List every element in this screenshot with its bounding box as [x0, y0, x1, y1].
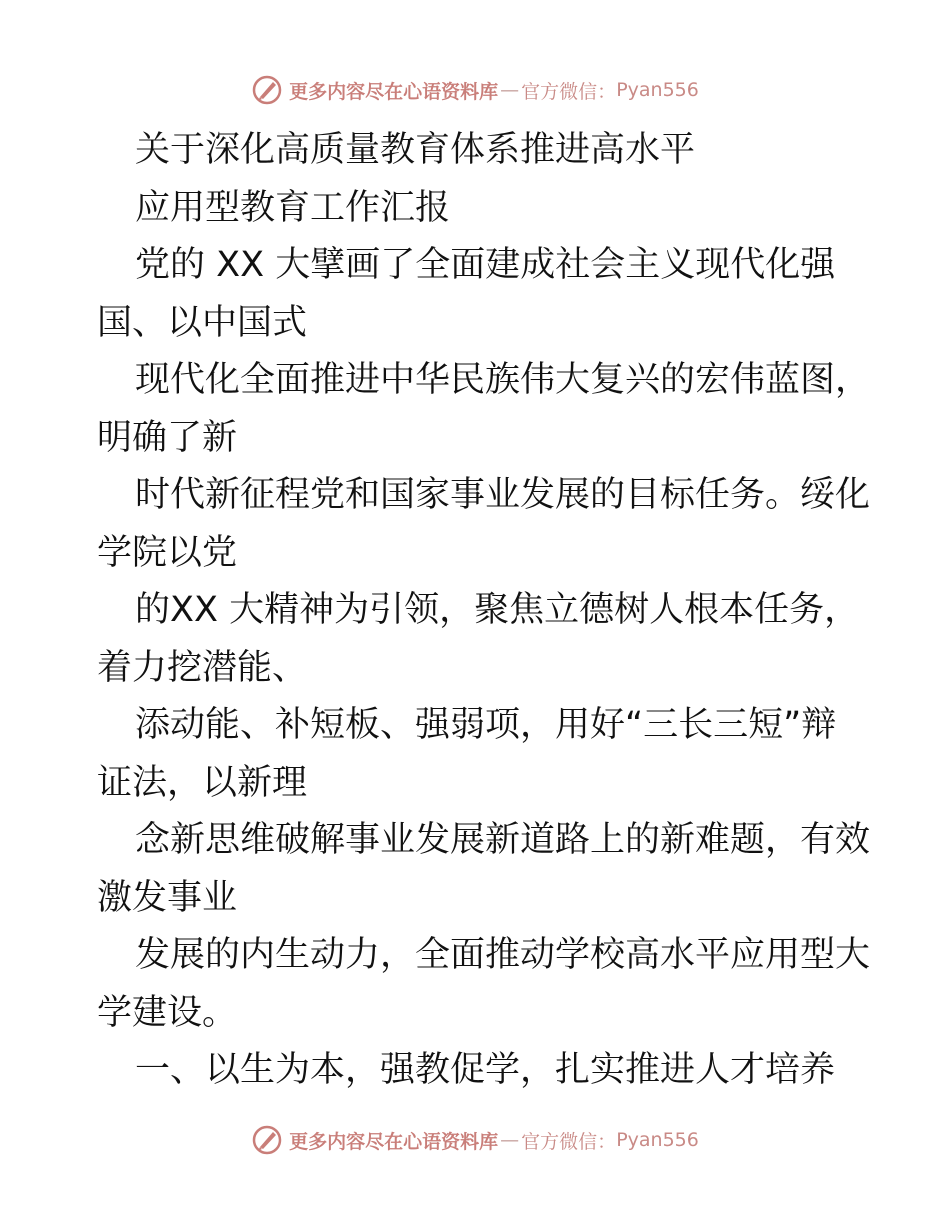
document-line: 关于深化高质量教育体系推进高水平 — [135, 130, 696, 170]
document-line: 激发事业 — [97, 877, 238, 918]
watermark-sub-text: 官方微信： — [521, 1130, 617, 1153]
document-line: 时代新征程党和国家事业发展的目标任务。绥化 — [135, 475, 871, 515]
document-line: 应用型教育工作汇报 — [135, 187, 451, 228]
document-line: 的XX 大精神为引领，聚焦立德树人根本任务， — [135, 590, 860, 630]
document-line: 学建设。 — [97, 992, 238, 1033]
watermark-main-text: 更多内容尽在心语资料库 — [289, 1130, 499, 1153]
watermark-separator: — — [500, 1129, 520, 1151]
watermark-main-text: 更多内容尽在心语资料库 — [289, 80, 499, 103]
document-line: 一、以生为本，强教促学，扎实推进人才培养 — [135, 1050, 836, 1090]
document-line: 明确了新 — [97, 417, 238, 458]
document-line: 现代化全面推进中华民族伟大复兴的宏伟蓝图， — [135, 360, 871, 400]
document-line: 着力挖潜能、 — [97, 647, 308, 688]
document-line: 党的 XX 大擘画了全面建成社会主义现代化强 — [135, 245, 836, 285]
quill-pen-icon — [251, 1124, 283, 1156]
watermark-separator: — — [500, 79, 520, 101]
document-line: 证法，以新理 — [97, 762, 308, 803]
watermark-sub-text: 官方微信： — [521, 80, 617, 103]
document-line: 添动能、补短板、强弱项，用好“三长三短”辩 — [135, 705, 837, 745]
watermark-footer — [0, 1120, 950, 1160]
document-line: 发展的内生动力，全面推动学校高水平应用型大 — [135, 935, 871, 975]
document-line: 学院以党 — [97, 532, 238, 573]
watermark-header — [0, 70, 950, 110]
watermark-wechat-id: Pyan556 — [616, 79, 699, 101]
quill-pen-icon — [251, 74, 283, 106]
document-body — [97, 122, 897, 1100]
document-line: 国、以中国式 — [97, 302, 308, 343]
document-line: 念新思维破解事业发展新道路上的新难题，有效 — [135, 820, 871, 860]
watermark-wechat-id: Pyan556 — [616, 1129, 699, 1151]
